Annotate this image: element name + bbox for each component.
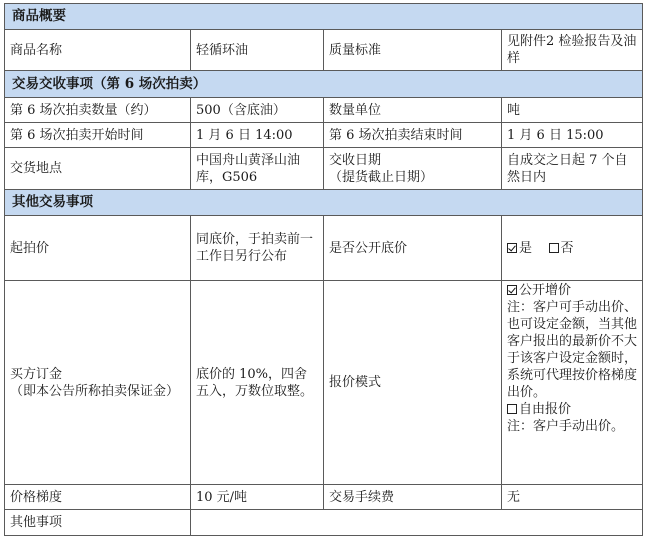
quantity-unit-value: 吨 (502, 98, 643, 123)
quote-free-note: 注：客户手动出价。 (507, 419, 625, 434)
auction-start-label: 第 6 场次拍卖开始时间 (5, 123, 191, 148)
quote-mode-label: 报价模式 (324, 281, 502, 485)
quote-mode-options (502, 281, 643, 485)
delivery-date-label-main: 交收日期 (329, 152, 382, 168)
buyer-deposit-label-sub: （即本公告所称拍卖保证金） (10, 383, 180, 399)
quote-free-label: 自由报价 (519, 402, 572, 417)
section-title-other: 其他交易事项 (5, 190, 643, 216)
quote-open-option (507, 282, 637, 299)
auction-quantity-value: 500（含底油） (191, 98, 324, 123)
table-row (5, 123, 643, 148)
public-no-label: 否 (560, 240, 574, 256)
quote-open-note: 注：客户可手动出价、也可设定金额，当其他客户报出的最新价不大于该客户设定金额时，系统可代理按价格梯度出价。 (507, 300, 638, 400)
table-row (5, 281, 643, 485)
auction-info-table (4, 3, 643, 536)
misc-label: 其他事项 (5, 510, 191, 536)
auction-quantity-label: 第 6 场次拍卖数量（约） (5, 98, 191, 123)
quantity-unit-label: 数量单位 (324, 98, 502, 123)
quote-open-checkbox[interactable] (507, 285, 517, 295)
buyer-deposit-label-main: 买方订金 (10, 366, 63, 382)
public-yes-label: 是 (519, 240, 533, 256)
table-row (5, 216, 643, 281)
auction-end-label: 第 6 场次拍卖结束时间 (324, 123, 502, 148)
section-title-delivery: 交易交收事项（第 6 场次拍卖） (5, 71, 643, 98)
misc-value (191, 510, 643, 536)
product-name-value: 轻循环油 (191, 30, 324, 71)
price-step-value: 10 元/吨 (191, 485, 324, 510)
transaction-fee-label: 交易手续费 (324, 485, 502, 510)
delivery-date-label (324, 148, 502, 190)
delivery-location-label: 交货地点 (5, 148, 191, 190)
quality-standard-label: 质量标准 (324, 30, 502, 71)
auction-start-value: 1 月 6 日 14:00 (191, 123, 324, 148)
section-title-overview: 商品概要 (5, 4, 643, 30)
auction-end-value: 1 月 6 日 15:00 (502, 123, 643, 148)
price-step-label: 价格梯度 (5, 485, 191, 510)
buyer-deposit-label (5, 281, 191, 485)
public-no-checkbox[interactable] (549, 243, 559, 253)
quote-open-label: 公开增价 (519, 283, 572, 298)
table-row (5, 30, 643, 71)
public-reserve-options (502, 216, 643, 281)
section-header-overview (5, 4, 643, 30)
transaction-fee-value: 无 (502, 485, 643, 510)
quality-standard-value: 见附件2 检验报告及油样 (502, 30, 643, 71)
delivery-date-label-sub: （提货截止日期） (329, 169, 434, 185)
product-name-label: 商品名称 (5, 30, 191, 71)
table-row (5, 485, 643, 510)
quote-free-checkbox[interactable] (507, 404, 517, 414)
table-row (5, 98, 643, 123)
public-reserve-label: 是否公开底价 (324, 216, 502, 281)
quote-free-option (507, 401, 637, 418)
section-header-other (5, 190, 643, 216)
public-yes-checkbox[interactable] (507, 243, 517, 253)
start-price-label: 起拍价 (5, 216, 191, 281)
table-row (5, 148, 643, 190)
buyer-deposit-value: 底价的 10%，四舍五入，万数位取整。 (191, 281, 324, 485)
delivery-location-value: 中国舟山黄泽山油库，G506 (191, 148, 324, 190)
delivery-date-value: 自成交之日起 7 个自然日内 (502, 148, 643, 190)
start-price-value: 同底价，于拍卖前一工作日另行公布 (191, 216, 324, 281)
section-header-delivery (5, 71, 643, 98)
table-row (5, 510, 643, 536)
